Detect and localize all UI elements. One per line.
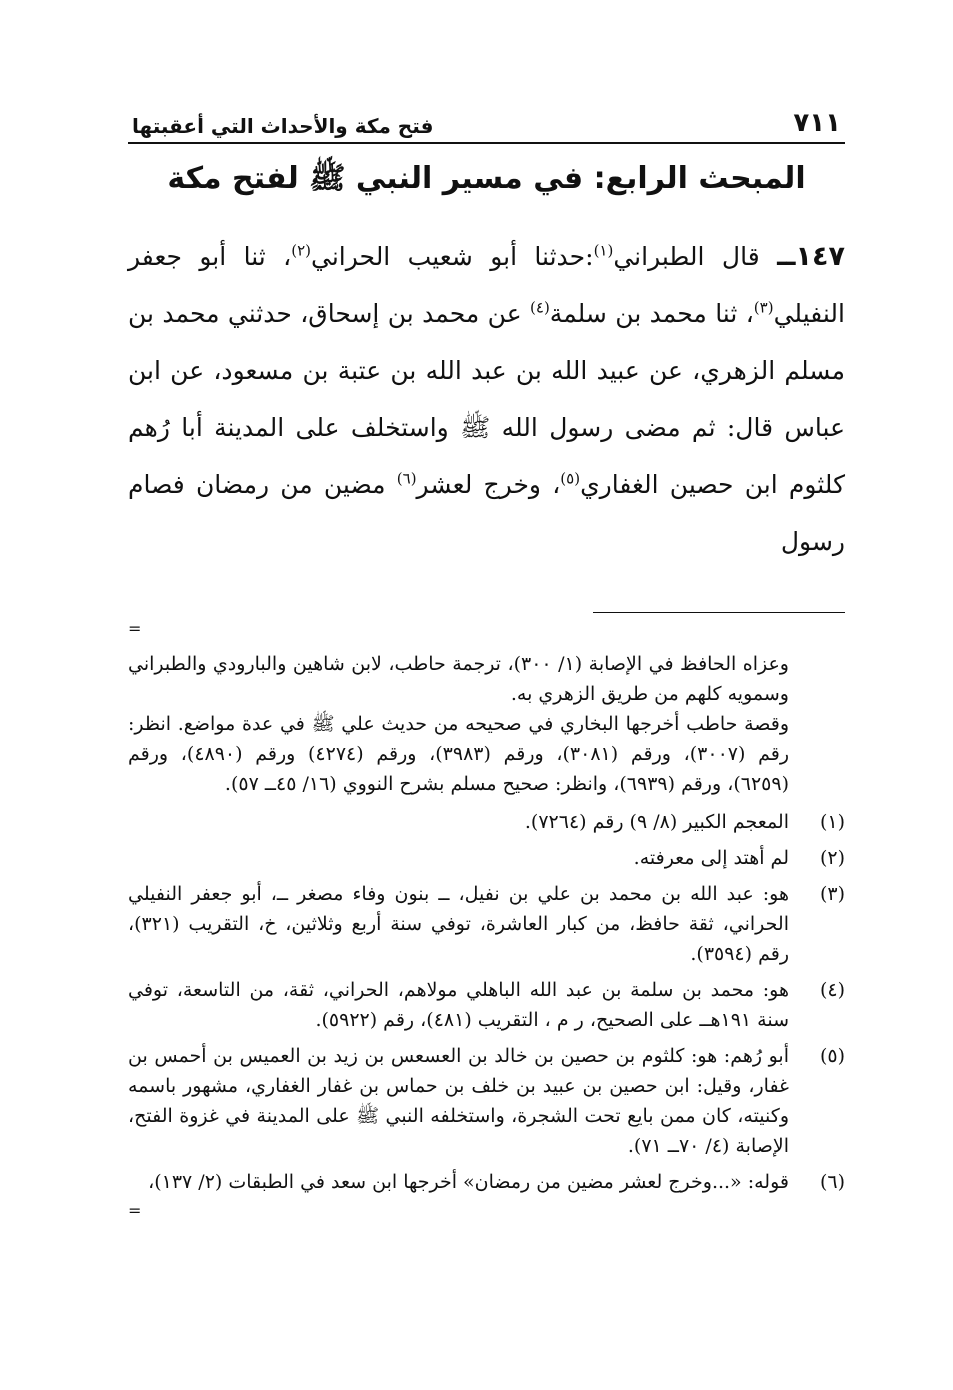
- footnote-ref: (١): [593, 241, 614, 260]
- footnote-item: [128, 1041, 845, 1161]
- main-text-segment: قال الطبراني: [613, 242, 778, 271]
- footnote-number: (٥): [819, 1045, 845, 1067]
- footnote-number: (٣): [819, 883, 845, 905]
- main-text-segment: ، ثنا أبو جعفر النفيلي: [128, 242, 845, 328]
- footnote-item: [128, 879, 845, 969]
- main-text-segment: عن محمد بن إسحاق، حدثني محمد بن مسلم الزهري، عن عبيد الله بن عبد الله بن عتبة بن مسعود، عن ابن عباس قال: ثم مضى رسول الله ﷺ واستخلف على المدينة أبا رُهم كلثوم ابن حصين الغفاري: [128, 299, 845, 499]
- page-number: ٧١١: [793, 108, 841, 138]
- running-title: فتح مكة والأحداث التي أعقبتها: [132, 114, 434, 138]
- footnote-ref: (٤): [530, 298, 550, 317]
- section-title: المبحث الرابع: في مسير النبي ﷺ لفتح مكة: [167, 161, 806, 196]
- footnote-text: هو: محمد بن سلمة بن عبد الله الباهلي مولاهم، الحراني، ثقة، من التاسعة، توفي سنة ١٩١هــ على الصحيح، ر م ، التقريب (٤٨١)، رقم (٥٩٢٢).: [128, 979, 789, 1031]
- continuation-paragraph: وعزاه الحافظ في الإصابة (١/ ٣٠٠)، ترجمة حاطب، لابن شاهين والبارودي والطبراني وسمويه كلهم من طريق الزهري به.: [128, 653, 789, 705]
- footnote-number: (١): [819, 811, 845, 833]
- main-text-segment: :حدثنا أبو شعيب الحراني: [311, 242, 594, 271]
- page: [128, 100, 845, 1219]
- footnote-text: هو: عبد الله بن محمد بن علي بن نفيل، ــ بنون وفاء مصغر ــ، أبو جعفر النفيلي الحراني، ثقة حافظ، من كبار العاشرة، توفي سنة أربع وثلاثين، خ، التقريب (٣٢١)، رقم (٣٥٩٤).: [128, 883, 789, 965]
- continuation-marker: =: [128, 619, 142, 638]
- main-text-segment: ، وخرج لعشر: [416, 470, 561, 499]
- footnote-continuation: [128, 649, 845, 799]
- footnotes-list: [128, 807, 845, 1197]
- footnote-text: لم أهتد إلى معرفته.: [633, 847, 789, 869]
- footnote-number: (٦): [819, 1171, 845, 1193]
- footnote-item: [128, 975, 845, 1035]
- footnote-ref: (٢): [291, 241, 312, 260]
- main-text-segment: ، ثنا محمد بن سلمة: [549, 299, 754, 328]
- footnote-text: المعجم الكبير (٨/ ٩) رقم (٧٢٦٤).: [524, 811, 789, 833]
- footnote-text: أبو رُهم: هو: كلثوم بن حصين بن خالد بن العسعس بن زيد بن العميس بن أحمس بن غفار، وقيل: ابن حصين بن عبيد بن خلف بن حماس بن غفار الغفاري، مشهور باسمه وكنيته، كان ممن بايع تحت الشجرة، واستخلفه النبي ﷺ على المدينة في غزوة الفتح، الإصابة (٤/ ٧٠ــ ٧١).: [128, 1045, 789, 1157]
- hadith-number: ١٤٧ــ: [777, 241, 845, 272]
- footnote-item: [128, 807, 845, 837]
- footnote-number: (٢): [819, 847, 845, 869]
- footnote-ref: (٥): [560, 469, 581, 488]
- running-header: [128, 100, 845, 144]
- continuation-paragraph: وقصة حاطب أخرجها البخاري في صحيحه من حديث علي ﷺ في عدة مواضع. انظر: رقم (٣٠٠٧)، ورقم (٣٠٨١)، ورقم (٣٩٨٣)، ورقم (٤٢٧٤) ورقم (٤٨٩٠)، ورقم (٦٢٥٩)، ورقم (٦٩٣٩)، وانظر: صحيح مسلم بشرح النووي (١٦/ ٤٥ــ ٥٧).: [128, 713, 790, 795]
- footnote-item: [128, 1167, 845, 1197]
- hadith-paragraph: [128, 228, 845, 570]
- footnote-text: قوله: «...وخرج لعشر مضين من رمضان» أخرجها ابن سعد في الطبقات (٢/ ١٣٧)،: [148, 1171, 789, 1193]
- footnote-item: [128, 843, 845, 873]
- footnote-ref: (٦): [396, 469, 417, 488]
- main-text-segment: مضين من رمضان فصام رسول: [128, 470, 845, 556]
- footnote-number: (٤): [819, 979, 845, 1001]
- continues-marker: =: [128, 1201, 142, 1220]
- footnote-separator: [593, 612, 845, 613]
- footnote-ref: (٣): [753, 298, 774, 317]
